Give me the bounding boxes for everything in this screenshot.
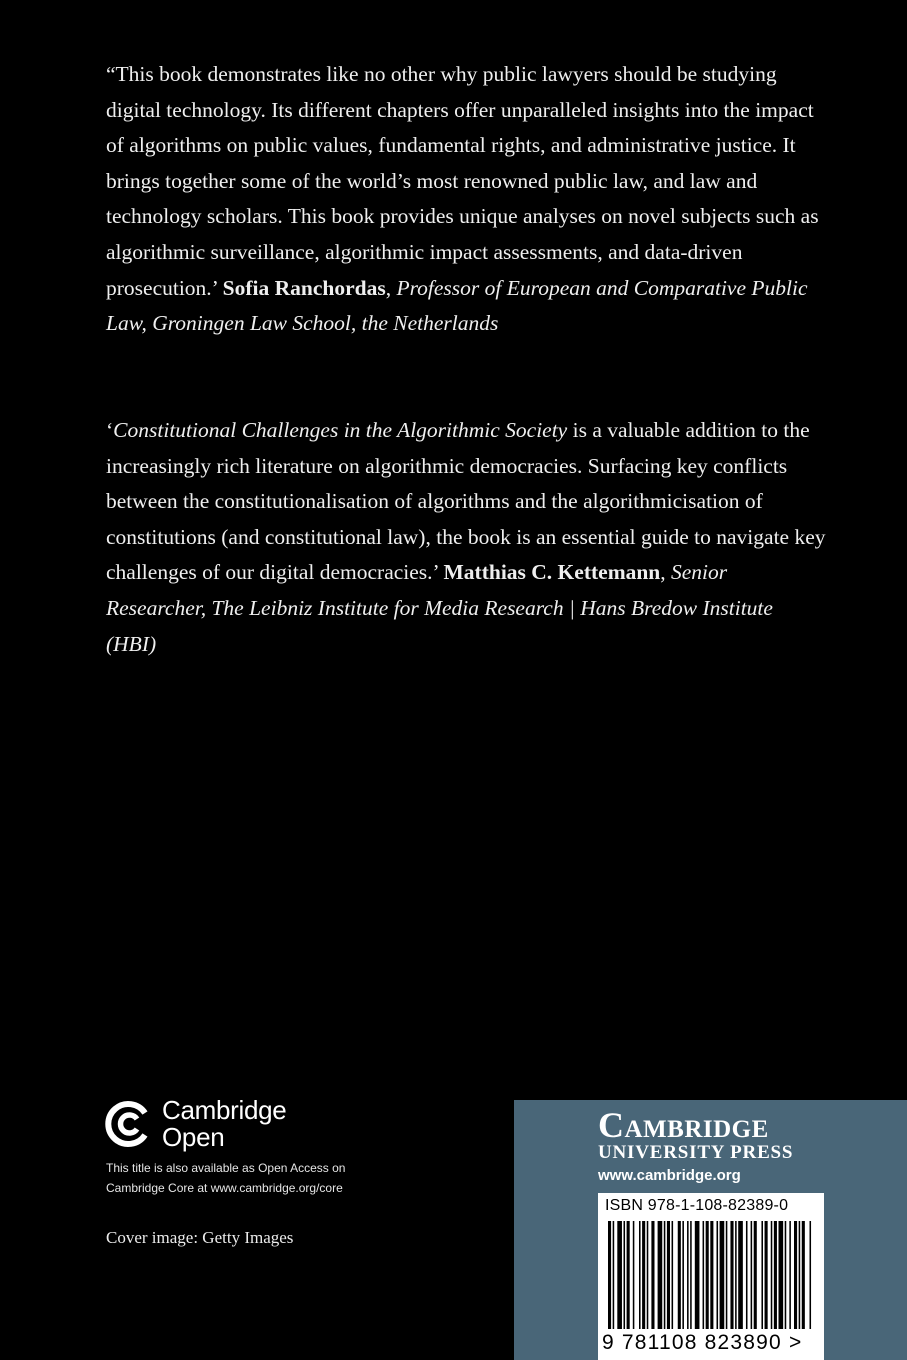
barcode-bar: [651, 1221, 654, 1329]
barcode-bar: [695, 1221, 700, 1329]
barcode-bar: [672, 1221, 674, 1329]
barcode-bar: [761, 1221, 763, 1329]
barcode-bar: [706, 1221, 709, 1329]
barcode-bar: [785, 1221, 787, 1329]
barcode-bar: [633, 1221, 635, 1329]
barcode-bar: [647, 1221, 649, 1329]
barcode-bar: [627, 1221, 630, 1329]
quote-text: “This book demonstrates like no other why public lawyers should be studying digital technology. Its different chapters offer unparalleled insights into the impact of algorithms on public values, fundamental rights, and administrative justice. It brings together some of the world’s most renowned public law, and law and technology scholars. This book provides unique analyses on novel subjects such as algorithmic surveillance, algorithmic impact assessments, and data-driven prosecution.’: [106, 62, 819, 300]
barcode-bar: [678, 1221, 681, 1329]
quote-author: Sofia Ranchordas: [222, 275, 386, 300]
endorsement-quote-2: [106, 413, 826, 662]
barcode-bar: [624, 1221, 626, 1329]
quote-author: Matthias C. Kettemann: [443, 560, 661, 585]
barcode-bar: [735, 1221, 737, 1329]
barcode-bar: [730, 1221, 733, 1329]
barcode-bar: [608, 1221, 611, 1329]
barcode-bar: [799, 1221, 801, 1329]
cover-credit: Cover image: Getty Images: [106, 1228, 294, 1247]
barcode-bar: [779, 1221, 784, 1329]
barcode-bar: [746, 1221, 748, 1329]
endorsement-quote-1: [106, 57, 826, 342]
barcode-bar: [774, 1221, 777, 1329]
barcode-bar: [667, 1221, 670, 1329]
barcode-bar: [720, 1221, 725, 1329]
oa-note-line-1: This title is also available as Open Access on: [106, 1161, 346, 1175]
barcode-bar: [765, 1221, 768, 1329]
isbn-label: ISBN 978-1-108-82389-0: [605, 1197, 789, 1214]
barcode-bar: [771, 1221, 773, 1329]
logo-line-2: Open: [162, 1122, 225, 1152]
attr-separator: ,: [385, 275, 397, 300]
quote-book-title: Constitutional Challenges in the Algorithmic Society: [113, 418, 568, 442]
barcode-bar: [738, 1221, 743, 1329]
barcode-panel: [598, 1193, 824, 1360]
barcode-bar: [710, 1221, 713, 1329]
barcode-bar: [754, 1221, 757, 1329]
barcode-digits: 9 781108 823890 >: [602, 1331, 803, 1354]
barcode-bar: [613, 1221, 615, 1329]
barcode-bar: [658, 1221, 663, 1329]
barcode-bar: [810, 1221, 812, 1329]
cambridge-open-icon: [104, 1099, 154, 1149]
barcode-bar: [642, 1221, 645, 1329]
quote-affiliation: Senior Researcher, The Leibniz Institute for Media Research | Hans Bredow Institute (HBI): [106, 560, 773, 656]
barcode-bar: [687, 1221, 689, 1329]
press-subtitle: UNIVERSITY PRESS: [598, 1142, 794, 1163]
barcode-bar: [690, 1221, 692, 1329]
attr-separator: ,: [660, 560, 672, 585]
quote-text: ‘: [106, 418, 114, 442]
oa-note-line-2: Cambridge Core at www.cambridge.org/core: [106, 1181, 343, 1195]
barcode-bar: [617, 1221, 622, 1329]
barcode-bar: [794, 1221, 797, 1329]
barcode-bar: [789, 1221, 791, 1329]
barcode-bar: [717, 1221, 719, 1329]
barcode-bar: [751, 1221, 753, 1329]
cambridge-open-logo: [104, 1097, 364, 1151]
logo-line-1: Cambridge: [162, 1095, 287, 1125]
quote-affiliation: Professor of European and Comparative Public Law, Groningen Law School, the Netherlands: [106, 275, 808, 336]
quote-text-cont: is a valuable addition to the increasingly rich literature on algorithmic democracies. Surfacing key conflicts between the constitutionalisation of algorithms and the algorithmicisation of constitutions (and constitutional law), the book is an essential guide to navigate key challenges of our digital democracies.’: [106, 418, 826, 585]
open-access-note: [106, 1158, 426, 1198]
press-url: www.cambridge.org: [598, 1167, 741, 1184]
press-name: Cambridge: [598, 1105, 769, 1145]
barcode-graphic: [598, 1193, 824, 1333]
press-imprint-box: [514, 1100, 907, 1360]
logo-wordmark: [162, 1097, 286, 1151]
barcode-bar: [682, 1221, 684, 1329]
barcode-bar: [802, 1221, 805, 1329]
barcode-bar: [664, 1221, 666, 1329]
barcode-bar: [639, 1221, 641, 1329]
barcode-bar: [726, 1221, 728, 1329]
barcode-bar: [703, 1221, 705, 1329]
